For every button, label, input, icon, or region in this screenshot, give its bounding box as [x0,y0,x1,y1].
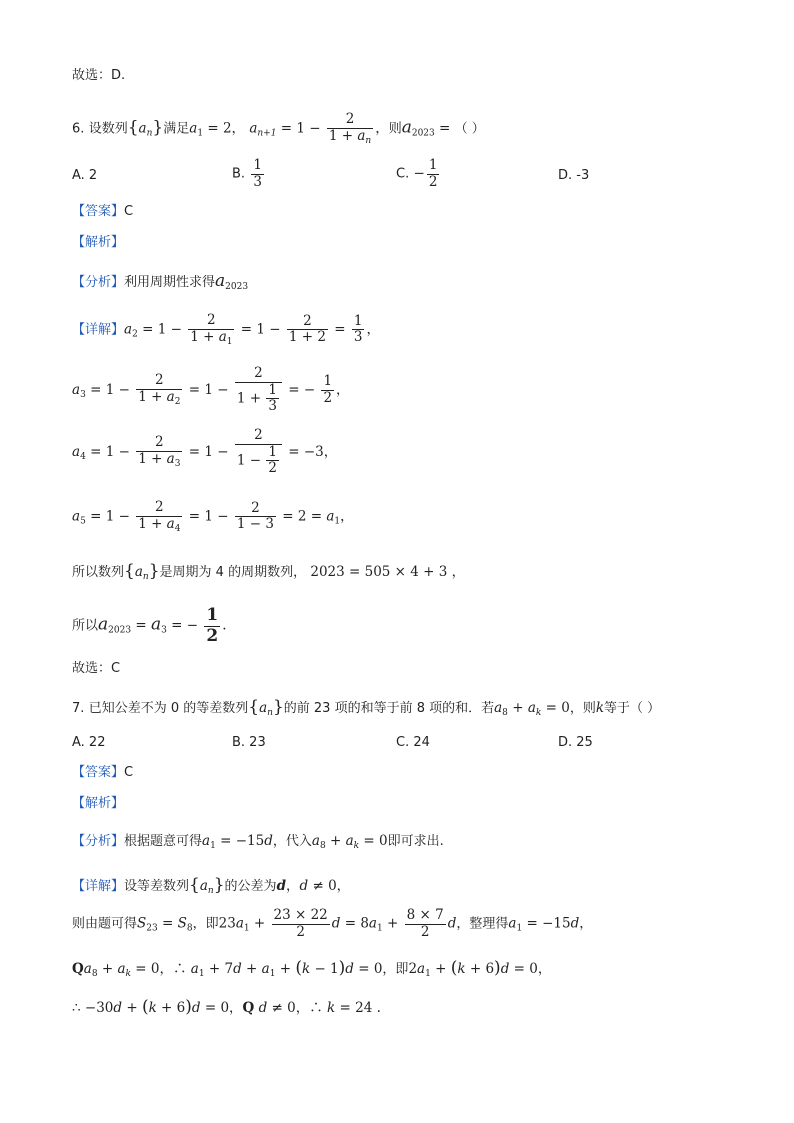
q6-option-b[interactable]: B. $\frac{1}{3}$ [232,157,262,190]
q6-option-c[interactable]: C. − $\frac{1}{2}$ [396,157,438,190]
q6-a3: $a_3 = 1$ − $\frac{2}{1 + a_2}$ = 1 − 2 1 + $\frac{1}{3}$ = − $\frac{1}{2}$ ， [72,365,350,415]
q6-final: 所以$a_{2023} = a_3$ = − $\frac{1}{2}$ . [72,605,227,646]
q7-fenxi: 【分析】根据题意可得$a_1 = -15d$，代入$a_8 + a_k = 0$即可求出. [72,833,444,851]
q6-option-a[interactable]: A. 2 [72,168,98,183]
q6-stem-prefix: 设数列 [88,121,128,137]
q7-xiangjie: 【详解】设等差数列$\{a_n\}$的公差为d，d ≠ 0， [72,875,351,896]
q6-fenxi: 【分析】利用周期性求得$a_{2023}$ [72,271,249,292]
q6-xiangjie-a2: 【详解】$a_2 = 1$ − $\frac{2}{1 + a_1}$ = 1 − $\frac{2}{1 + 2}$ = $\frac{1}{3}$ ， [72,312,380,347]
q6-analysis-label: 【解析】 [72,235,125,250]
q7-stem: 7. 已知公差不为 0 的等差数列$\{a_n\}$的前 23 项的和等于前 8 项的和．若$a_8 + a_k = 0$，则k等于（ ） [72,697,661,718]
q7-step3: $Qa_8 + a_k = 0$，∴ $a_1 + 7d + a_1 + (k - 1)d = 0$，即$2a_1 + (k + 6)d = 0$， [72,958,552,979]
q6-answer: 【答案】C [72,204,134,219]
q7-option-d[interactable]: D. 25 [558,735,593,750]
q6-stem: 6. 设数列$\{a_n\}$满足$a_1 = 2$， $a_{n+1} = 1$ − $\frac{2}{1 + a_n}$ ，则$a_{2023}$ = （ ） [72,111,485,146]
q7-option-c[interactable]: C. 24 [396,735,430,750]
q7-sum-equation: 则由题可得$S_{23} = S_8$，即$23a_1$ + $\frac{23 \times 22}{2}$ $d = 8a_1$ + $\frac{8 \times 7}{2}$ d，整理得$a_1 = -15d$， [72,907,593,940]
q7-option-b[interactable]: B. 23 [232,735,266,750]
q6-final-choice: 故选：C [72,661,121,676]
q7-option-a[interactable]: A. 22 [72,735,106,750]
q6-conclusion: 所以数列$\{a_n\}$是周期为 4 的周期数列， 2023 = 505 × 4 + 3 ， [72,561,466,582]
q6-stem-paren: （ ） [454,121,485,137]
q6-stem-mid: 满足 [163,121,190,137]
q7-analysis-label: 【解析】 [72,796,125,811]
q7-step4: ∴ −30d + (k + 6)d = 0，Q d ≠ 0，∴ k = 24 . [72,997,381,1017]
q6-a4: $a_4 = 1$ − $\frac{2}{1 + a_3}$ = 1 − 2 1 − $\frac{1}{2}$ = −3， [72,427,338,477]
q5-choice: 故选：D. [72,68,126,83]
q6-a5: $a_5 = 1$ − $\frac{2}{1 + a_4}$ = 1 − $\frac{2}{1 - 3}$ = $2 = a_1$， [72,499,354,534]
q7-answer: 【答案】C [72,765,134,780]
q6-option-d[interactable]: D. -3 [558,168,590,183]
q6-number: 6. [72,121,85,137]
q6-stem-then: 则 [388,121,402,137]
